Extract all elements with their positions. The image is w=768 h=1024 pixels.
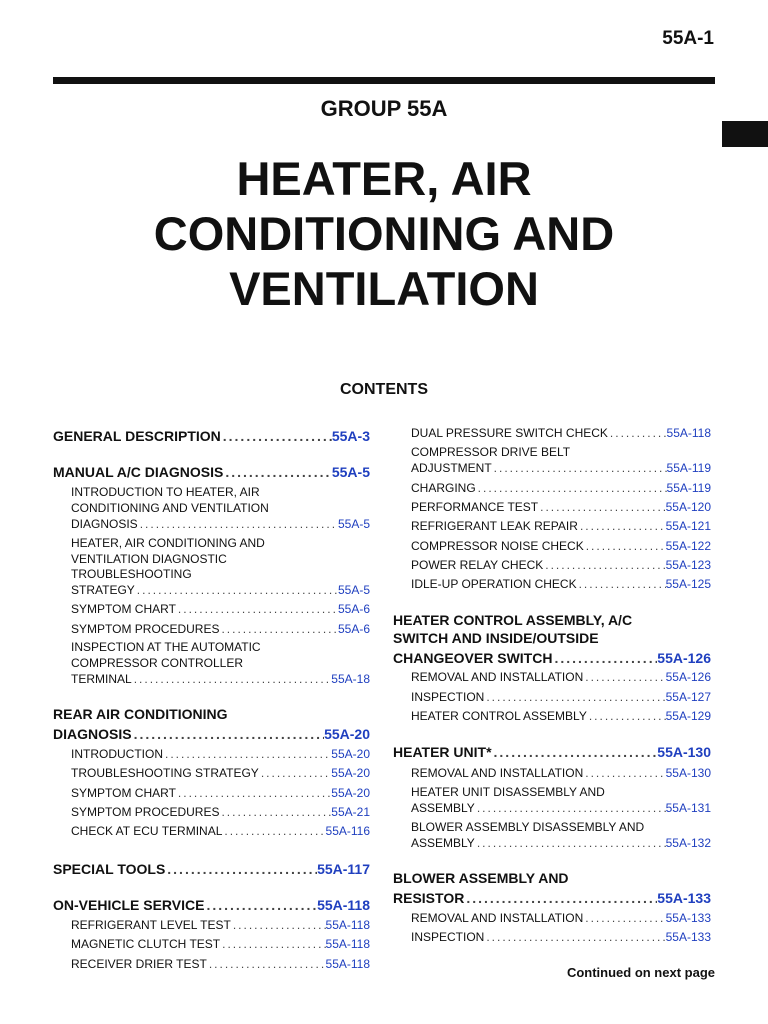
toc-entry-title: ON-VEHICLE SERVICE <box>53 897 205 913</box>
toc-entry-heater-unit[interactable] <box>393 742 711 760</box>
toc-entry-idle-up[interactable] <box>393 576 711 591</box>
toc-entry-manual-ac-diagnosis[interactable] <box>53 462 370 480</box>
toc-page-ref[interactable]: 55A-6 <box>337 602 370 616</box>
leader-dots <box>476 481 667 495</box>
toc-entry-power-relay[interactable] <box>393 557 711 572</box>
toc-entry-title: REMOVAL AND INSTALLATION <box>411 766 584 780</box>
leader-dots <box>538 500 666 514</box>
toc-entry-intro-heater[interactable] <box>53 516 370 531</box>
toc-page-ref[interactable]: 55A-132 <box>665 836 711 850</box>
toc-entry-title: INSPECTION <box>411 930 485 944</box>
toc-entry-line: COMPRESSOR DRIVE BELT <box>411 445 571 459</box>
toc-entry-title: TROUBLESHOOTING STRATEGY <box>71 766 259 780</box>
toc-entry-rear-symptom-chart[interactable] <box>53 785 370 800</box>
toc-page-ref[interactable]: 55A-20 <box>331 766 370 780</box>
toc-entry-title: CHARGING <box>411 481 476 495</box>
leader-dots <box>484 690 665 704</box>
toc-entry-title: IDLE-UP OPERATION CHECK <box>411 577 577 591</box>
toc-entry-line: REAR AIR CONDITIONING <box>53 706 228 722</box>
toc-entry-charging[interactable] <box>393 480 711 495</box>
toc-page-ref[interactable]: 55A-119 <box>666 481 711 495</box>
leader-dots <box>176 786 331 800</box>
toc-entry-title: ASSEMBLY <box>411 801 475 815</box>
leader-dots <box>492 744 658 760</box>
toc-page-ref[interactable]: 55A-3 <box>331 428 370 444</box>
toc-page-ref[interactable]: 55A-5 <box>337 583 370 597</box>
toc-entry-magnetic-clutch[interactable] <box>53 936 370 951</box>
toc-entry-title: DUAL PRESSURE SWITCH CHECK <box>411 426 608 440</box>
toc-entry-title: REFRIGERANT LEAK REPAIR <box>411 519 578 533</box>
page-number: 55A-1 <box>662 28 714 49</box>
toc-entry-rear-introduction[interactable] <box>53 746 370 761</box>
toc-entry-line: VENTILATION DIAGNOSTIC <box>71 552 227 566</box>
toc-entry-title: REFRIGERANT LEVEL TEST <box>71 918 231 932</box>
toc-entry-title: INSPECTION <box>411 690 485 704</box>
toc-entry-line: HEATER, AIR CONDITIONING AND <box>71 536 265 550</box>
toc-page-ref[interactable]: 55A-20 <box>324 726 370 742</box>
toc-entry-check-ecu[interactable] <box>53 823 370 838</box>
leader-dots <box>484 930 665 944</box>
toc-entry-receiver-drier[interactable] <box>53 956 370 971</box>
toc-entry-special-tools[interactable] <box>53 859 370 877</box>
toc-entry-title: CHANGEOVER SWITCH <box>393 650 553 666</box>
leader-dots <box>587 709 666 723</box>
toc-entry-hu-removal[interactable] <box>393 765 711 780</box>
toc-entry-rear-symptom-procedures[interactable] <box>53 804 370 819</box>
leader-dots <box>578 519 666 533</box>
toc-page-ref[interactable]: 55A-127 <box>665 690 711 704</box>
toc-entry-performance-test[interactable] <box>393 499 711 514</box>
toc-entry-br-inspection[interactable] <box>393 929 711 944</box>
leader-dots <box>552 650 657 666</box>
toc-page-ref[interactable]: 55A-130 <box>665 766 711 780</box>
toc-page-ref[interactable]: 55A-133 <box>665 930 711 944</box>
title-line-1: HEATER, AIR <box>236 152 532 205</box>
toc-entry-symptom-procedures[interactable] <box>53 621 370 636</box>
toc-page-ref[interactable]: 55A-131 <box>665 801 711 815</box>
leader-dots <box>207 957 326 971</box>
leader-dots <box>543 558 665 572</box>
toc-entry-line: COMPRESSOR CONTROLLER <box>71 656 244 670</box>
toc-entry-title: POWER RELAY CHECK <box>411 558 544 572</box>
leader-dots <box>475 801 666 815</box>
section-tab-marker <box>722 121 768 147</box>
toc-entry-line: BLOWER ASSEMBLY DISASSEMBLY AND <box>411 820 645 834</box>
toc-page-ref[interactable]: 55A-126 <box>665 670 711 684</box>
toc-page-ref[interactable]: 55A-123 <box>665 558 711 572</box>
toc-page-ref[interactable]: 55A-121 <box>665 519 711 533</box>
leader-dots <box>492 461 667 475</box>
toc-page-ref[interactable]: 55A-129 <box>665 709 711 723</box>
leader-dots <box>583 766 665 780</box>
toc-entry-title: DIAGNOSIS <box>53 726 132 742</box>
leader-dots <box>165 861 317 877</box>
toc-page-ref[interactable]: 55A-20 <box>331 747 370 761</box>
toc-page-ref[interactable]: 55A-5 <box>331 464 370 480</box>
group-label: GROUP 55A <box>320 96 448 121</box>
leader-dots <box>132 672 332 686</box>
toc-entry-title: INTRODUCTION <box>71 747 163 761</box>
toc-page-ref[interactable]: 55A-126 <box>657 650 711 666</box>
leader-dots <box>222 824 325 838</box>
toc-entry-hu-disassembly[interactable] <box>393 800 711 815</box>
toc-entry-title: SYMPTOM CHART <box>71 602 176 616</box>
leader-dots <box>223 464 332 480</box>
toc-entry-title: DIAGNOSIS <box>71 517 138 531</box>
toc-entry-title: REMOVAL AND INSTALLATION <box>411 670 584 684</box>
toc-entry-noise-check[interactable] <box>393 538 711 553</box>
toc-page-ref[interactable]: 55A-133 <box>657 890 711 906</box>
toc-entry-blower-disassembly[interactable] <box>393 835 711 850</box>
leader-dots <box>135 583 338 597</box>
toc-entry-title: HEATER UNIT* <box>393 744 492 760</box>
leader-dots <box>204 897 317 913</box>
continued-note: Continued on next page <box>566 965 715 980</box>
toc-page-ref[interactable]: 55A-122 <box>665 539 711 553</box>
leader-dots <box>219 805 331 819</box>
leader-dots <box>163 747 331 761</box>
toc-entry-title: CHECK AT ECU TERMINAL <box>71 824 223 838</box>
toc-page-ref[interactable]: 55A-133 <box>665 911 711 925</box>
toc-page-ref[interactable]: 55A-119 <box>666 461 711 475</box>
toc-entry-symptom-chart[interactable] <box>53 601 370 616</box>
leader-dots <box>219 622 338 636</box>
toc-page-ref[interactable]: 55A-20 <box>331 786 370 800</box>
toc-entry-line: INTRODUCTION TO HEATER, AIR <box>71 485 260 499</box>
leader-dots <box>138 517 338 531</box>
toc-entry-hc-removal[interactable] <box>393 669 711 684</box>
toc-page-ref[interactable]: 55A-21 <box>331 805 370 819</box>
toc-entry-title: GENERAL DESCRIPTION <box>53 428 221 444</box>
toc-entry-line: HEATER UNIT DISASSEMBLY AND <box>411 785 605 799</box>
toc-entry-title: COMPRESSOR NOISE CHECK <box>411 539 584 553</box>
toc-entry-line: INSPECTION AT THE AUTOMATIC <box>71 640 261 654</box>
leader-dots <box>475 836 666 850</box>
leader-dots <box>584 539 666 553</box>
toc-page-ref[interactable]: 55A-125 <box>665 577 711 591</box>
toc-entry-blower-resistor[interactable] <box>393 888 711 906</box>
toc-entry-troubleshooting-strategy[interactable] <box>53 582 370 597</box>
toc-entry-leak-repair[interactable] <box>393 518 711 533</box>
toc-entry-title: REMOVAL AND INSTALLATION <box>411 911 584 925</box>
toc-entry-compressor-belt[interactable] <box>393 460 711 475</box>
toc-entry-title: SYMPTOM PROCEDURES <box>71 805 220 819</box>
toc-entry-line: TROUBLESHOOTING <box>71 567 192 581</box>
contents-heading: CONTENTS <box>340 381 428 398</box>
toc-entry-hc-assembly[interactable] <box>393 708 711 723</box>
toc-entry-title: RESISTOR <box>393 890 465 906</box>
title-line-3: VENTILATION <box>229 262 539 315</box>
toc-entry-refrigerant-level[interactable] <box>53 917 370 932</box>
toc-page-ref[interactable]: 55A-118 <box>666 426 711 440</box>
leader-dots <box>221 428 332 444</box>
leader-dots <box>577 577 666 591</box>
toc-page-ref[interactable]: 55A-18 <box>331 672 370 686</box>
toc-entry-title: MAGNETIC CLUTCH TEST <box>71 937 221 951</box>
toc-entry-title: ASSEMBLY <box>411 836 475 850</box>
leader-dots <box>231 918 326 932</box>
toc-entry-title: ADJUSTMENT <box>411 461 492 475</box>
toc-entry-title: RECEIVER DRIER TEST <box>71 957 207 971</box>
toc-entry-rear-troubleshooting[interactable] <box>53 765 370 780</box>
leader-dots <box>176 602 338 616</box>
toc-entry-line: BLOWER ASSEMBLY AND <box>393 870 569 886</box>
leader-dots <box>608 426 667 440</box>
toc-entry-rear-ac-diagnosis[interactable] <box>53 724 370 742</box>
header-rule <box>53 77 715 84</box>
toc-entry-title: SYMPTOM PROCEDURES <box>71 622 220 636</box>
toc-entry-title: SYMPTOM CHART <box>71 786 176 800</box>
toc-entry-title: PERFORMANCE TEST <box>411 500 539 514</box>
leader-dots <box>220 937 325 951</box>
toc-page-ref[interactable]: 55A-130 <box>657 744 711 760</box>
toc-entry-title: STRATEGY <box>71 583 135 597</box>
toc-entry-heater-control[interactable] <box>393 648 711 666</box>
toc-entry-dual-pressure[interactable] <box>393 425 711 440</box>
toc-entry-line: CONDITIONING AND VENTILATION <box>71 501 269 515</box>
leader-dots <box>583 911 665 925</box>
leader-dots <box>583 670 665 684</box>
toc-entry-on-vehicle-service[interactable] <box>53 895 370 913</box>
toc-entry-title: HEATER CONTROL ASSEMBLY <box>411 709 587 723</box>
leader-dots <box>464 890 657 906</box>
toc-entry-inspection-compressor[interactable] <box>53 671 370 686</box>
title-line-2: CONDITIONING AND <box>153 207 615 260</box>
toc-entry-title: MANUAL A/C DIAGNOSIS <box>53 464 224 480</box>
toc-entry-line: SWITCH AND INSIDE/OUTSIDE <box>393 630 599 646</box>
toc-page-ref[interactable]: 55A-117 <box>317 861 370 877</box>
toc-page-ref[interactable]: 55A-118 <box>325 957 370 971</box>
toc-entry-line: HEATER CONTROL ASSEMBLY, A/C <box>393 612 633 628</box>
toc-page-ref[interactable]: 55A-5 <box>337 517 370 531</box>
toc-entry-hc-inspection[interactable] <box>393 689 711 704</box>
toc-page-ref[interactable]: 55A-118 <box>325 937 370 951</box>
toc-page-ref[interactable]: 55A-116 <box>325 824 370 838</box>
toc-page-ref[interactable]: 55A-6 <box>337 622 370 636</box>
toc-entry-br-removal[interactable] <box>393 910 711 925</box>
page-title <box>0 151 768 316</box>
toc-entry-general-description[interactable] <box>53 426 370 444</box>
leader-dots <box>259 766 331 780</box>
toc-page-ref[interactable]: 55A-120 <box>665 500 711 514</box>
toc-page-ref[interactable]: 55A-118 <box>325 918 370 932</box>
leader-dots <box>132 726 325 742</box>
toc-entry-title: TERMINAL <box>71 672 132 686</box>
toc-page-ref[interactable]: 55A-118 <box>317 897 370 913</box>
toc-entry-title: SPECIAL TOOLS <box>53 861 166 877</box>
